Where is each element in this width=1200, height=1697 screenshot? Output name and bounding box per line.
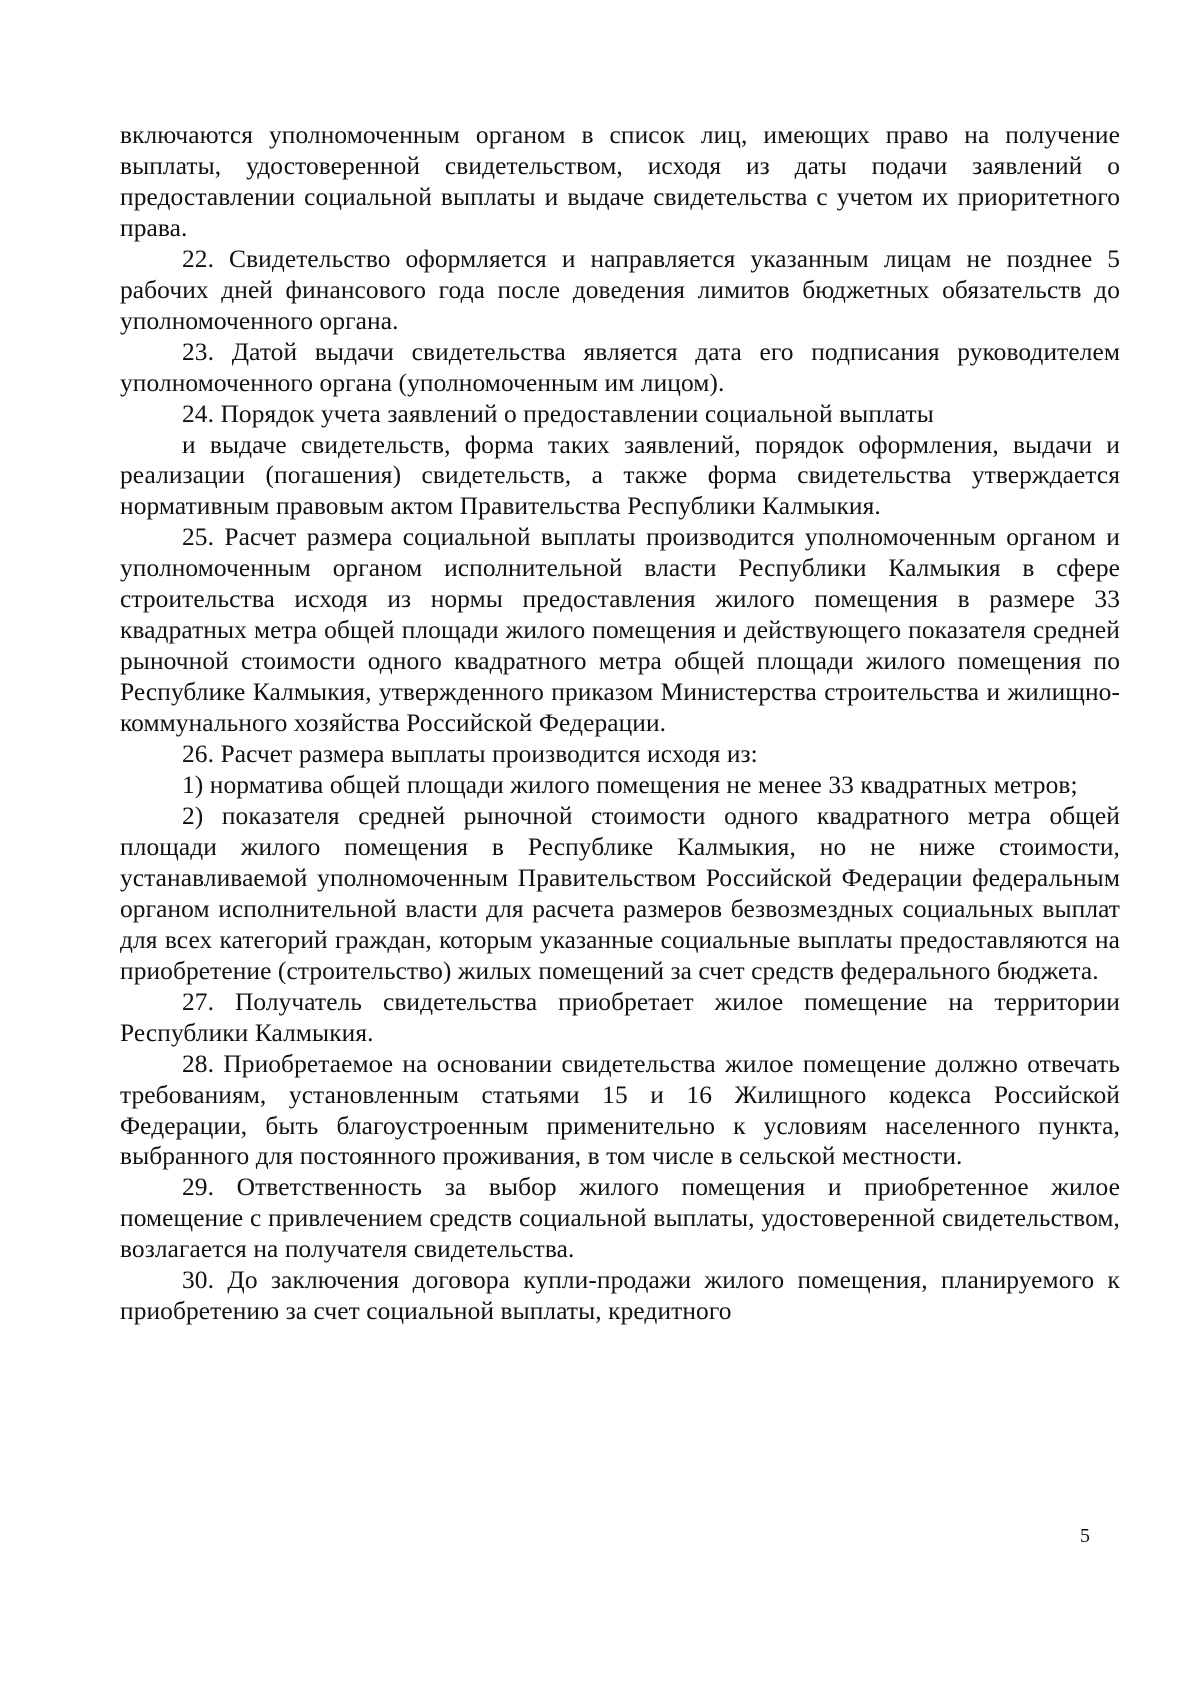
paragraph-23: 23. Датой выдачи свидетельства является дата его подписания руководителем уполномоченного органа (уполномоченным им лицом). xyxy=(120,337,1120,397)
paragraph-30: 30. До заключения договора купли-продажи жилого помещения, планируемого к приобретению за счет социальной выплаты, кредитного xyxy=(120,1266,1120,1326)
document-body xyxy=(120,120,1120,1327)
paragraph-28: 28. Приобретаемое на основании свидетельства жилое помещение должно отвечать требованиям, установленным статьями 15 и 16 Жилищного кодекса Российской Федерации, быть благоустроенным применительно к условиям населенного пункта, выбранного для постоянного проживания, в том числе в сельской местности. xyxy=(120,1049,1120,1171)
paragraph-continuation: включаются уполномоченным органом в список лиц, имеющих право на получение выплаты, удостоверенной свидетельством, исходя из даты подачи заявлений о предоставлении социальной выплаты и выдаче свидетельства с учетом их приоритетного права. xyxy=(120,121,1120,242)
paragraph-26-item-2: 2) показателя средней рыночной стоимости одного квадратного метра общей площади жилого помещения в Республике Калмыкия, но не ниже стоимости, устанавливаемой уполномоченным Правительством Российской Федерации федеральным органом исполнительной власти для расчета размеров безвозмездных социальных выплат для всех категорий граждан, которым указанные социальные выплаты предоставляются на приобретение (строительство) жилых помещений за счет средств федерального бюджета. xyxy=(120,801,1120,985)
paragraph-26: 26. Расчет размера выплаты производится исходя из: xyxy=(182,740,758,769)
paragraph-22: 22. Свидетельство оформляется и направляется указанным лицам не позднее 5 рабочих дней финансового года после доведения лимитов бюджетных обязательств до уполномоченного органа. xyxy=(120,244,1120,335)
paragraph-24: 24. Порядок учета заявлений о предоставлении социальной выплаты xyxy=(182,399,934,428)
paragraph-27: 27. Получатель свидетельства приобретает жилое помещение на территории Республики Калмыкия. xyxy=(120,987,1120,1047)
paragraph-25: 25. Расчет размера социальной выплаты производится уполномоченным органом и уполномоченным органом исполнительной власти Республики Калмыкия в сфере строительства исходя из нормы предоставления жилого помещения в размере 33 квадратных метра общей площади жилого помещения и действующего показателя средней рыночной стоимости одного квадратного метра общей площади жилого помещения по Республике Калмыкия, утвержденного приказом Министерства строительства и жилищно-коммунального хозяйства Российской Федерации. xyxy=(120,523,1120,738)
paragraph-29: 29. Ответственность за выбор жилого помещения и приобретенное жилое помещение с привлечением средств социальной выплаты, удостоверенной свидетельством, возлагается на получателя свидетельства. xyxy=(120,1173,1120,1264)
paragraph-26-item-1: 1) норматива общей площади жилого помещения не менее 33 квадратных метров; xyxy=(182,771,1078,800)
paragraph-24-continued: и выдаче свидетельств, форма таких заявлений, порядок оформления, выдачи и реализации (погашения) свидетельств, а также форма свидетельства утверждается нормативным правовым актом Правительства Республики Калмыкия. xyxy=(120,430,1120,521)
page-number: 5 xyxy=(1080,1525,1090,1547)
